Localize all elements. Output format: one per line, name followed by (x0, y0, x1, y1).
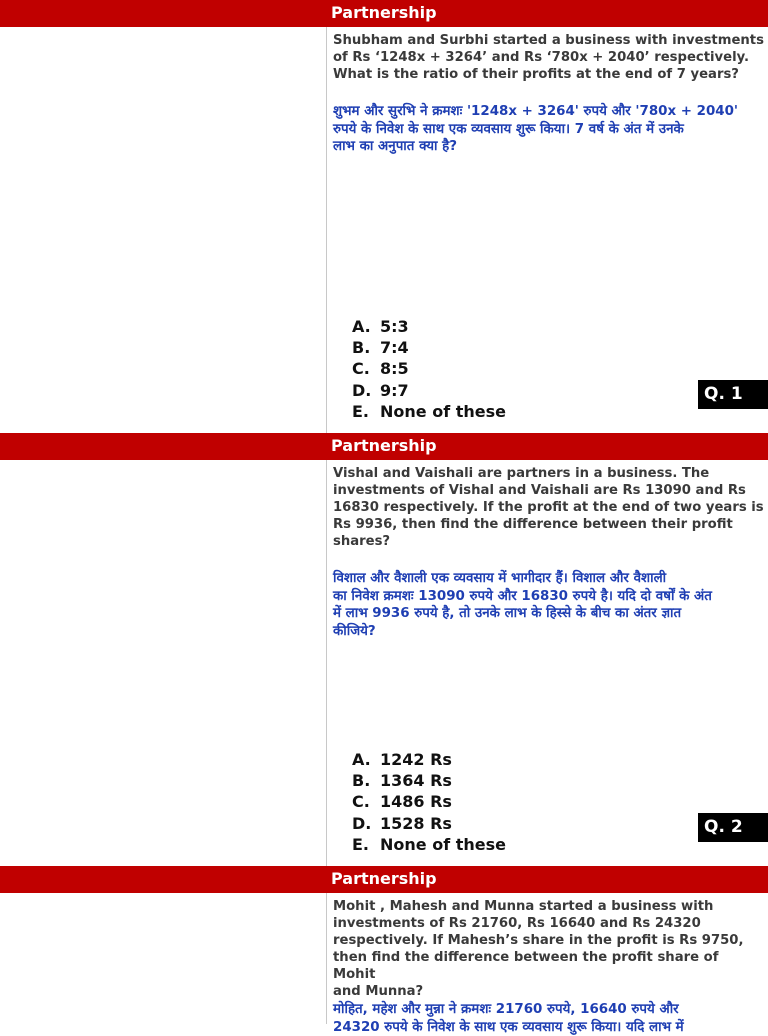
option-text: 8:5 (380, 359, 409, 379)
question-2-section (0, 433, 768, 866)
option-text: 1486 Rs (380, 792, 452, 812)
option-letter: B. (352, 338, 371, 358)
option-letter: E. (352, 834, 370, 854)
option-d[interactable] (352, 380, 506, 401)
question-text-hindi: विशाल और वैशाली एक व्यवसाय में भागीदार हैं। विशाल और वैशाली का निवेश क्रमशः 13090 रुपये और 16830 रुपये है। यदि दो वर्षों के अंत में लाभ 9936 रुपये है, तो उनके लाभ के हिस्से के बीच का अंतर ज्ञात कीजिये? (333, 571, 712, 639)
option-e[interactable] (352, 401, 506, 422)
options-list (352, 749, 506, 855)
option-d[interactable] (352, 813, 506, 834)
option-letter: A. (352, 750, 371, 769)
option-e[interactable] (352, 834, 506, 855)
question-text-english: Shubham and Surbhi started a business with investments of Rs ‘1248x + 3264’ and Rs ‘780x + 2040’ respectively. What is the ratio of their profits at the end of 7 years? (333, 33, 764, 82)
option-letter: C. (352, 359, 370, 379)
option-c[interactable] (352, 791, 506, 812)
section-title: Partnership (331, 869, 437, 888)
section-header (0, 866, 768, 893)
option-letter: D. (352, 380, 372, 400)
question-text-english: Mohit , Mahesh and Munna started a business with investments of Rs 21760, Rs 16640 and Rs 24320 respectively. If Mahesh’s share in the profit is Rs 9750, then find the difference between the profit share of Mohit and Munna? (333, 899, 744, 999)
section-header (0, 0, 768, 27)
option-letter: C. (352, 792, 370, 812)
option-text: 1242 Rs (380, 750, 452, 769)
option-a[interactable] (352, 316, 506, 337)
option-text: 1528 Rs (380, 813, 452, 833)
column-divider (326, 460, 327, 866)
question-text-hindi: शुभम और सुरभि ने क्रमशः '1248x + 3264' रुपये और '780x + 2040' रुपये के निवेश के साथ एक व्यवसाय शुरू किया। 7 वर्ष के अंत में उनके लाभ का अनुपात क्या है? (333, 104, 739, 154)
option-text: 7:4 (380, 338, 409, 358)
question-text-hindi: मोहित, महेश और मुन्ना ने क्रमशः 21760 रुपये, 16640 रुपये और 24320 रुपये के निवेश के साथ एक व्यवसाय शुरू किया। यदि लाभ में (333, 1002, 684, 1035)
option-text: 9:7 (380, 380, 409, 400)
option-b[interactable] (352, 337, 506, 358)
option-b[interactable] (352, 770, 506, 791)
column-divider (326, 893, 327, 1024)
question-text-english: Vishal and Vaishali are partners in a business. The investments of Vishal and Vaishali are Rs 13090 and Rs 16830 respectively. If the profit at the end of two years is Rs 9936, then find the difference between their profit shares? (333, 466, 764, 549)
option-c[interactable] (352, 358, 506, 379)
question-1-section (0, 0, 768, 433)
option-letter: B. (352, 771, 371, 791)
section-header (0, 433, 768, 460)
option-text: 1364 Rs (380, 771, 452, 791)
option-letter: E. (352, 401, 370, 421)
option-a[interactable] (352, 749, 506, 770)
option-letter: D. (352, 813, 372, 833)
options-list (352, 316, 506, 422)
option-letter: A. (352, 317, 371, 336)
question-number-badge: Q. 2 (698, 813, 768, 842)
option-text: None of these (380, 834, 506, 854)
question-number-badge: Q. 1 (698, 380, 768, 409)
question-3-section (0, 866, 768, 1035)
section-title: Partnership (331, 3, 437, 22)
option-text: 5:3 (380, 317, 409, 336)
section-title: Partnership (331, 436, 437, 455)
option-text: None of these (380, 401, 506, 421)
column-divider (326, 27, 327, 433)
